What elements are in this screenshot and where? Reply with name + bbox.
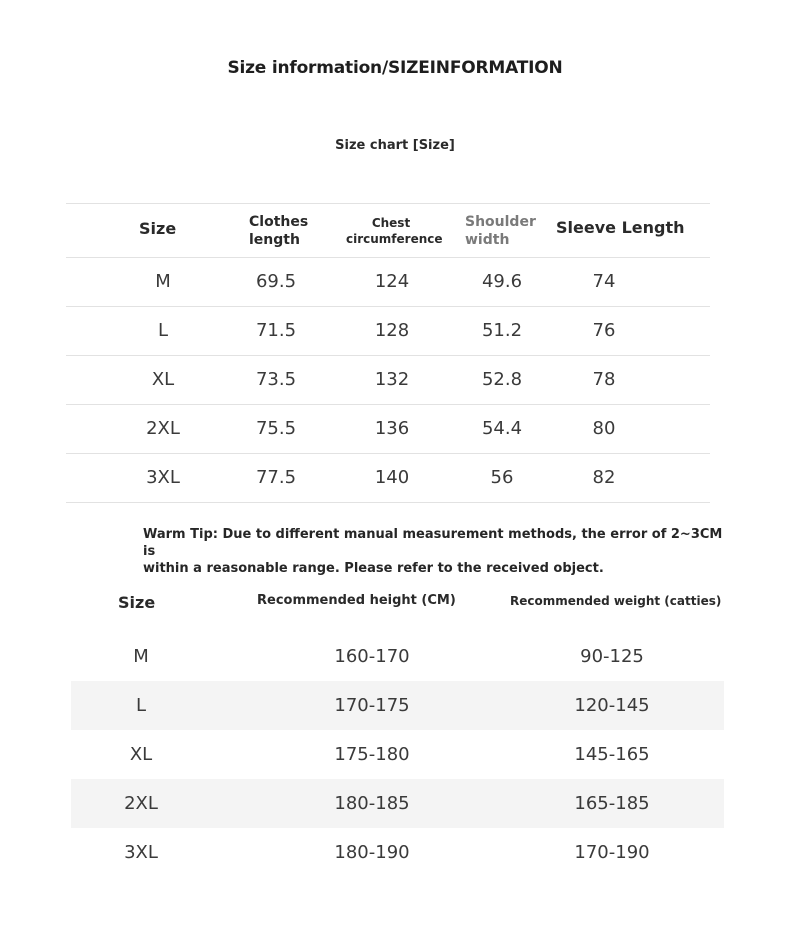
size-chart-title: Size chart [Size] xyxy=(335,138,455,153)
cell-weight: 90-125 xyxy=(580,646,644,667)
cell-chest: 136 xyxy=(374,418,410,439)
cell-size: XL xyxy=(129,744,153,765)
header-chest-line1: Chest xyxy=(371,216,411,230)
warm-tip xyxy=(143,526,723,577)
header-recommended-weight: Recommended weight (catties) xyxy=(510,594,722,608)
header-clothes-length xyxy=(249,213,308,249)
cell-height: 160-170 xyxy=(334,646,410,667)
header-chest-line2: circumference xyxy=(346,232,443,246)
header-recommended-height: Recommended height (CM) xyxy=(257,593,456,608)
cell-length: 69.5 xyxy=(255,271,297,292)
cell-height: 170-175 xyxy=(334,695,410,716)
table-row xyxy=(66,454,710,503)
page-title: Size information/SIZEINFORMATION xyxy=(227,58,563,78)
header-clothes-length-line1: Clothes xyxy=(249,214,309,230)
recommendation-header xyxy=(71,580,724,632)
header-chest xyxy=(346,215,443,247)
table-row xyxy=(66,405,710,454)
warm-tip-line1: Warm Tip: Due to different manual measurement methods, the error of 2~3CM is xyxy=(143,527,723,559)
cell-height: 180-190 xyxy=(334,842,410,863)
cell-size: M xyxy=(155,271,171,292)
table-row xyxy=(66,307,710,356)
table-row xyxy=(71,681,724,730)
table-row xyxy=(71,730,724,779)
size-chart-header xyxy=(66,203,710,258)
header-sleeve-length: Sleeve Length xyxy=(556,218,685,237)
header-shoulder-line2: width xyxy=(465,232,510,248)
cell-weight: 170-190 xyxy=(574,842,650,863)
cell-chest: 132 xyxy=(374,369,410,390)
table-row xyxy=(66,356,710,405)
size-chart-table xyxy=(66,203,710,503)
header-size: Size xyxy=(118,593,156,612)
cell-size: L xyxy=(135,695,147,716)
recommendation-table xyxy=(71,580,724,877)
table-row xyxy=(71,632,724,681)
cell-sleeve: 76 xyxy=(592,320,616,341)
cell-chest: 124 xyxy=(374,271,410,292)
cell-height: 175-180 xyxy=(334,744,410,765)
header-shoulder-line1: Shoulder xyxy=(465,214,536,230)
cell-shoulder: 56 xyxy=(490,467,514,488)
cell-weight: 120-145 xyxy=(574,695,650,716)
cell-length: 71.5 xyxy=(255,320,297,341)
header-clothes-length-line2: length xyxy=(249,232,300,248)
cell-sleeve: 74 xyxy=(592,271,616,292)
warm-tip-line2: within a reasonable range. Please refer to the received object. xyxy=(143,561,604,576)
cell-length: 75.5 xyxy=(255,418,297,439)
cell-weight: 145-165 xyxy=(574,744,650,765)
cell-chest: 128 xyxy=(374,320,410,341)
cell-size: 2XL xyxy=(146,418,180,439)
cell-shoulder: 49.6 xyxy=(481,271,523,292)
cell-size: 3XL xyxy=(124,842,158,863)
cell-weight: 165-185 xyxy=(574,793,650,814)
table-row xyxy=(66,258,710,307)
cell-sleeve: 82 xyxy=(592,467,616,488)
header-shoulder-width xyxy=(465,213,536,249)
cell-height: 180-185 xyxy=(334,793,410,814)
cell-sleeve: 78 xyxy=(592,369,616,390)
cell-size: XL xyxy=(151,369,175,390)
table-row xyxy=(71,779,724,828)
cell-size: M xyxy=(133,646,149,667)
cell-length: 77.5 xyxy=(255,467,297,488)
header-size: Size xyxy=(139,219,177,238)
cell-shoulder: 54.4 xyxy=(481,418,523,439)
cell-chest: 140 xyxy=(374,467,410,488)
cell-size: 2XL xyxy=(124,793,158,814)
cell-sleeve: 80 xyxy=(592,418,616,439)
table-row xyxy=(71,828,724,877)
cell-size: L xyxy=(157,320,169,341)
cell-shoulder: 51.2 xyxy=(481,320,523,341)
cell-size: 3XL xyxy=(146,467,180,488)
cell-length: 73.5 xyxy=(255,369,297,390)
cell-shoulder: 52.8 xyxy=(481,369,523,390)
